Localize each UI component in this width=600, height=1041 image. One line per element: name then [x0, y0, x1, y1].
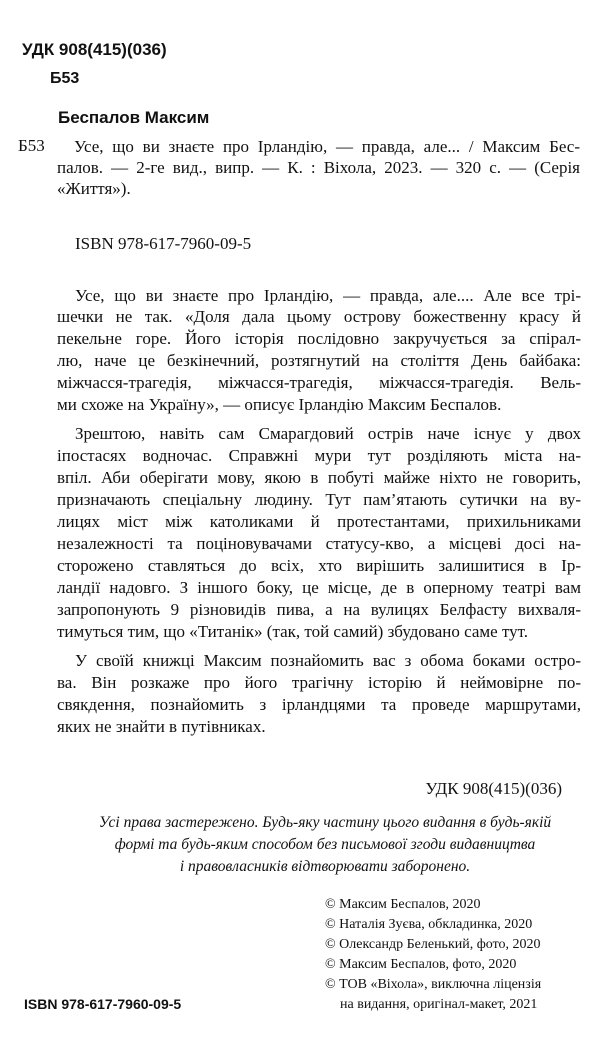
annotation-line: лю, наче це безкінечний, розтягнутий на століття День байбака:	[57, 351, 581, 370]
author-name: Беспалов Максим	[58, 108, 210, 127]
annotation-line: ландії надовго. З іншого боку, це місце, де в оперному театрі вам	[57, 578, 581, 597]
copyright-line: на видання, оригінал-макет, 2021	[340, 997, 538, 1012]
copyright-line: © Максим Беспалов, фото, 2020	[325, 957, 517, 972]
annotation-line: тимуться тим, що «Титанік» (так, той самий) збудовано саме тут.	[57, 622, 529, 641]
udk-code-top: УДК 908(415)(036)	[22, 40, 167, 59]
catalog-isbn: ISBN 978-617-7960-09-5	[75, 234, 252, 253]
rights-line: формі та будь-яким способом без письмової згоди видавництва	[114, 836, 536, 853]
footer-isbn: ISBN 978-617-7960-09-5	[24, 996, 182, 1012]
annotation-line: іпостасях водночас. Справжні мури тут розділяють міста на-	[57, 446, 581, 465]
copyright-line: © ТОВ «Віхола», виключна ліцензія	[325, 977, 542, 992]
catalog-line: «Життя»).	[57, 179, 131, 198]
annotation-line: ва. Він розкаже про його трагічну історію й неймовірне по-	[57, 673, 581, 692]
udk-code-annotation: УДК 908(415)(036)	[425, 779, 562, 798]
annotation-line: сторожено ставляться до всіх, хто вирішить залишитися в Ір-	[57, 556, 581, 575]
rights-line: Усі права застережено. Будь-яку частину цього видання в будь-якій	[98, 814, 552, 831]
annotation-line: міжчасся-трагедія, міжчасся-трагедія, міжчасся-трагедія. Вель-	[57, 373, 581, 392]
catalog-line: палов. — 2-ге вид., випр. — К. : Віхола, 2023. — 320 с. — (Серія	[57, 158, 580, 177]
author-mark-catalog: Б53	[18, 136, 45, 155]
annotation-line: свякдення, познайомить з ірландцями та проведе маршрутами,	[57, 695, 581, 714]
annotation-line: Усе, що ви знаєте про Ірландію, — правда, але.... Але все трі-	[75, 286, 581, 305]
annotation-line: ми схоже на Україну», — описує Ірландію Максим Беспалов.	[57, 395, 502, 414]
copyright-line: © Максим Беспалов, 2020	[325, 897, 481, 912]
annotation-line: У своїй книжці Максим познайомить вас з обома боками остро-	[75, 651, 581, 670]
author-mark-top: Б53	[50, 70, 80, 87]
annotation-line: незалежності та поціновувачами статусу-кво, а місцеві досі на-	[57, 534, 581, 553]
annotation-line: лицях міст між католиками й протестантами, прихильниками	[57, 512, 581, 531]
annotation-line: шечки не так. «Доля дала цьому острову божественну красу й	[57, 307, 581, 326]
annotation-line: призначають спеціальну людину. Тут пам’ятають сутички на ву-	[57, 490, 581, 509]
annotation-line: Зрештою, навіть сам Смарагдовий острів наче існує у двох	[75, 424, 581, 443]
annotation-line: яких не знайти в путівниках.	[57, 717, 266, 736]
annotation-line: впіл. Аби оберігати мову, якою в побуті майже ніхто не говорить,	[57, 468, 581, 487]
copyright-line: © Олександр Беленький, фото, 2020	[325, 937, 541, 952]
annotation-line: запропонують 9 різновидів пива, а на вулицях Белфасту вихваля-	[57, 600, 581, 619]
rights-line: і правовласників відтворювати заборонено.	[179, 858, 471, 875]
catalog-line: Усе, що ви знаєте про Ірландію, — правда, але... / Максим Бес-	[74, 137, 580, 156]
annotation-line: пекельне горе. Його історія послідовно закручується за спірал-	[57, 329, 581, 348]
copyright-line: © Наталія Зуєва, обкладинка, 2020	[325, 917, 533, 932]
